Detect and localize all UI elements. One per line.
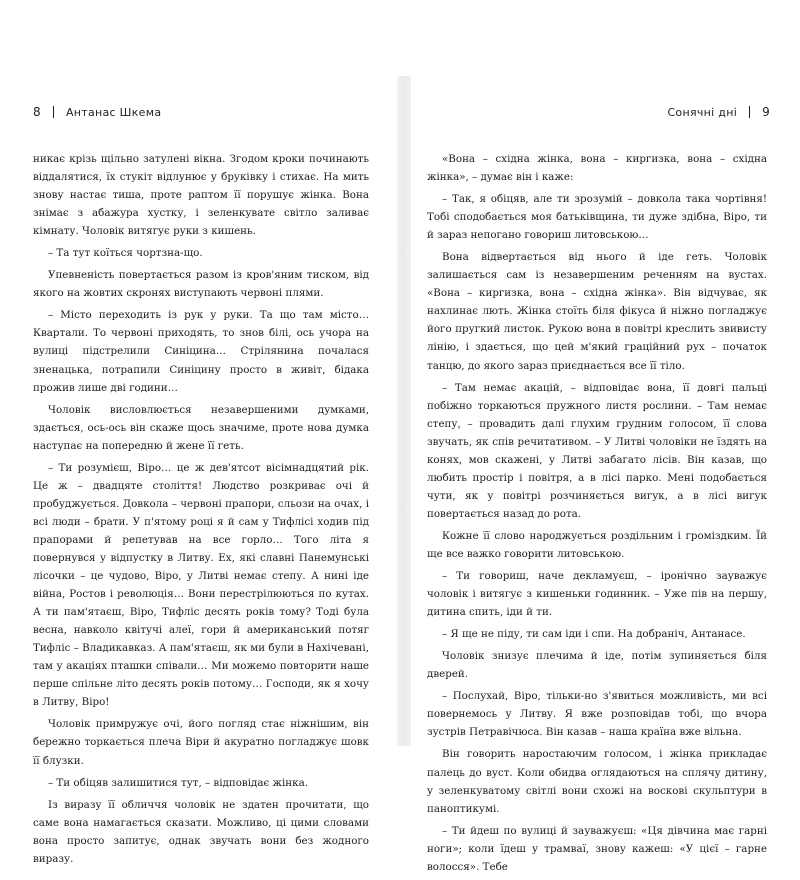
header-divider xyxy=(53,106,54,118)
paragraph: Він говорить наростаючим голосом, і жінка прикладає палець до вуст. Коли обидва оглядаються на сплячу дитину, у зеленкуватому світлі вони схожі на воскові скульптури в паноптикумі. xyxy=(427,748,767,815)
left-running-head: Антанас Шкема xyxy=(65,105,162,119)
paragraph: Кожне її слово народжується роздільним і громіздким. Їй ще все важко говорити литовською. xyxy=(427,529,767,560)
left-page-body xyxy=(33,150,369,872)
paragraph: Вона відвертається від нього й іде геть. Чоловік залишається сам із незавершеним реченням на вустах. «Вона – киргизка, вона – східна жінка». Він відчуває, як нахлинає лють. Жінка стоїть біля фікуса й ніжно погладжує його пругкий листок. Рукою вона в повітрі креслить звивисту лінію, і здається, що цей м'який грацiйний рух – початок танцю, до якого зараз приєднається все її тіло. xyxy=(427,251,767,372)
right-page-number: 9 xyxy=(762,105,770,119)
paragraph: Із виразу її обличчя чоловік не здатен прочитати, що саме вона намагається сказати. Можливо, ці цими словами вона просто запитує, однак звучать вони без жодного виразу. xyxy=(33,798,369,865)
header-divider xyxy=(749,106,750,118)
left-page-number: 8 xyxy=(33,105,41,119)
book-gutter xyxy=(397,76,411,746)
paragraph: – Ти йдеш по вулиці й зауважуєш: «Ця дівчина має гарні ноги»; коли їдеш у трамваї, знову кажеш: «У цієї – гарне волосся». Тебе xyxy=(427,824,767,873)
paragraph: – Ти обіцяв залишитися тут, – відповідає жінка. xyxy=(48,776,308,789)
paragraph: Чоловік висловлюється незавершеними думками, здається, ось-ось він скаже щось значиме, проте нова думка наступає на попередню й жене її геть. xyxy=(33,403,369,452)
paragraph: – Так, я обіцяв, але ти зрозумій – довкола така чортівня! Тобі сподобається моя батьківщина, ти дуже здібна, Віро, ти й зараз непогано говориш литовською… xyxy=(427,193,767,242)
left-running-header xyxy=(33,105,161,119)
paragraph: Чоловік знизує плечима й іде, потім зупиняється біля дверей. xyxy=(427,650,767,681)
paragraph: Упевненість повертається разом із кров'яним тиском, від якого на жовтих скронях виступають червоні плями. xyxy=(33,269,369,300)
paragraph: – Ти говориш, наче декламуєш, – іронічно зауважує чоловік і витягує з кишеньки годинник. – Уже пів на першу, дитина спить, іди й ти. xyxy=(427,570,767,619)
right-running-header xyxy=(667,105,770,119)
paragraph: – Та тут коїться чортзна-що. xyxy=(48,247,203,260)
paragraph: – Місто переходить із рук у руки. Та що там місто… Квартали. То червоні приходять, то знов білі, ось учора на вулиці підстрелили Синіцина… Стрілянина почалася зненацька, потрапили Синіцину просто в живіт, бідака прожив лише дві години… xyxy=(33,309,369,394)
right-running-head: Сонячні дні xyxy=(667,105,738,119)
paragraph: Чоловік примружує очі, його погляд стає ніжнішим, він бережно торкається плеча Віри й акуратно погладжує шовк її блузки. xyxy=(33,718,369,767)
paragraph: – Ти розумієш, Віро… це ж дев'ятсот вісімнадцятий рік. Це ж – двадцяте століття! Людство розкриває очі й пробуджується. Довкола – червоні прапори, сльози на очах, і всі люди – брати. У п'ятому році я й сам у Тифлісі ходив під прапорами й репетував на все горло… Того літа я повернувся у відпустку в Литву. Ех, які славні Панемунські лісочки – це чудово, Віро, у Литві немає степу. А нині іде війна, Ростов і революція… Вони перестрілюються по кутах. А ти пам'ятаєш, Віро, Тифліс десять років тому? Тоді була весна, навколо квітучі алеї, гори й американський потяг Тифліс – Владикавказ. А пам'ятаєш, як ми були в Нахічевані, там у акаціях пташки співали… Ми можемо повторити наше перше спільне літо десять років потому… Господи, як я хочу в Литву, Віро! xyxy=(33,461,369,709)
paragraph: – Послухай, Віро, тільки-но з'явиться можливість, ми всі повернемось у Литву. Я вже розповідав тобі, що вчора зустрів Петравічюса. Він казав – наша країна вже вільна. xyxy=(427,690,767,739)
paragraph: «Вона – східна жінка, вона – киргизка, вона – східна жінка», – думає він і каже: xyxy=(427,153,767,184)
paragraph: – Я ще не піду, ти сам іди і спи. На добраніч, Антанасе. xyxy=(442,628,746,641)
right-page-body xyxy=(427,150,767,880)
paragraph: – Там немає акацій, – відповідає вона, її довгі пальці побіжно торкаються пружного листя рослини. – Там немає степу, – провадить далі глухим грудним голосом, її слова звучать, як спів речитативом. – У Литві чоловіки не їздять на конях, мов скажені, у Литві забагато лісів. Він казав, що любить простір і повітря, а в лісі парко. Мені подобається чути, як у повітрі розчиняється вигук, а в лісі вигук повертається назад до рота. xyxy=(427,381,767,520)
paragraph: никає крізь щільно затулені вікна. Згодом кроки починають віддалятися, їх стукіт відлунює у бруківку і стихає. На мить знову настає тиша, проте раптом її порушує жінка. Вона знімає з абажура хустку, і зеленкувате світло заливає кімнату. Чоловік витягує руки з кишень. xyxy=(33,153,369,238)
